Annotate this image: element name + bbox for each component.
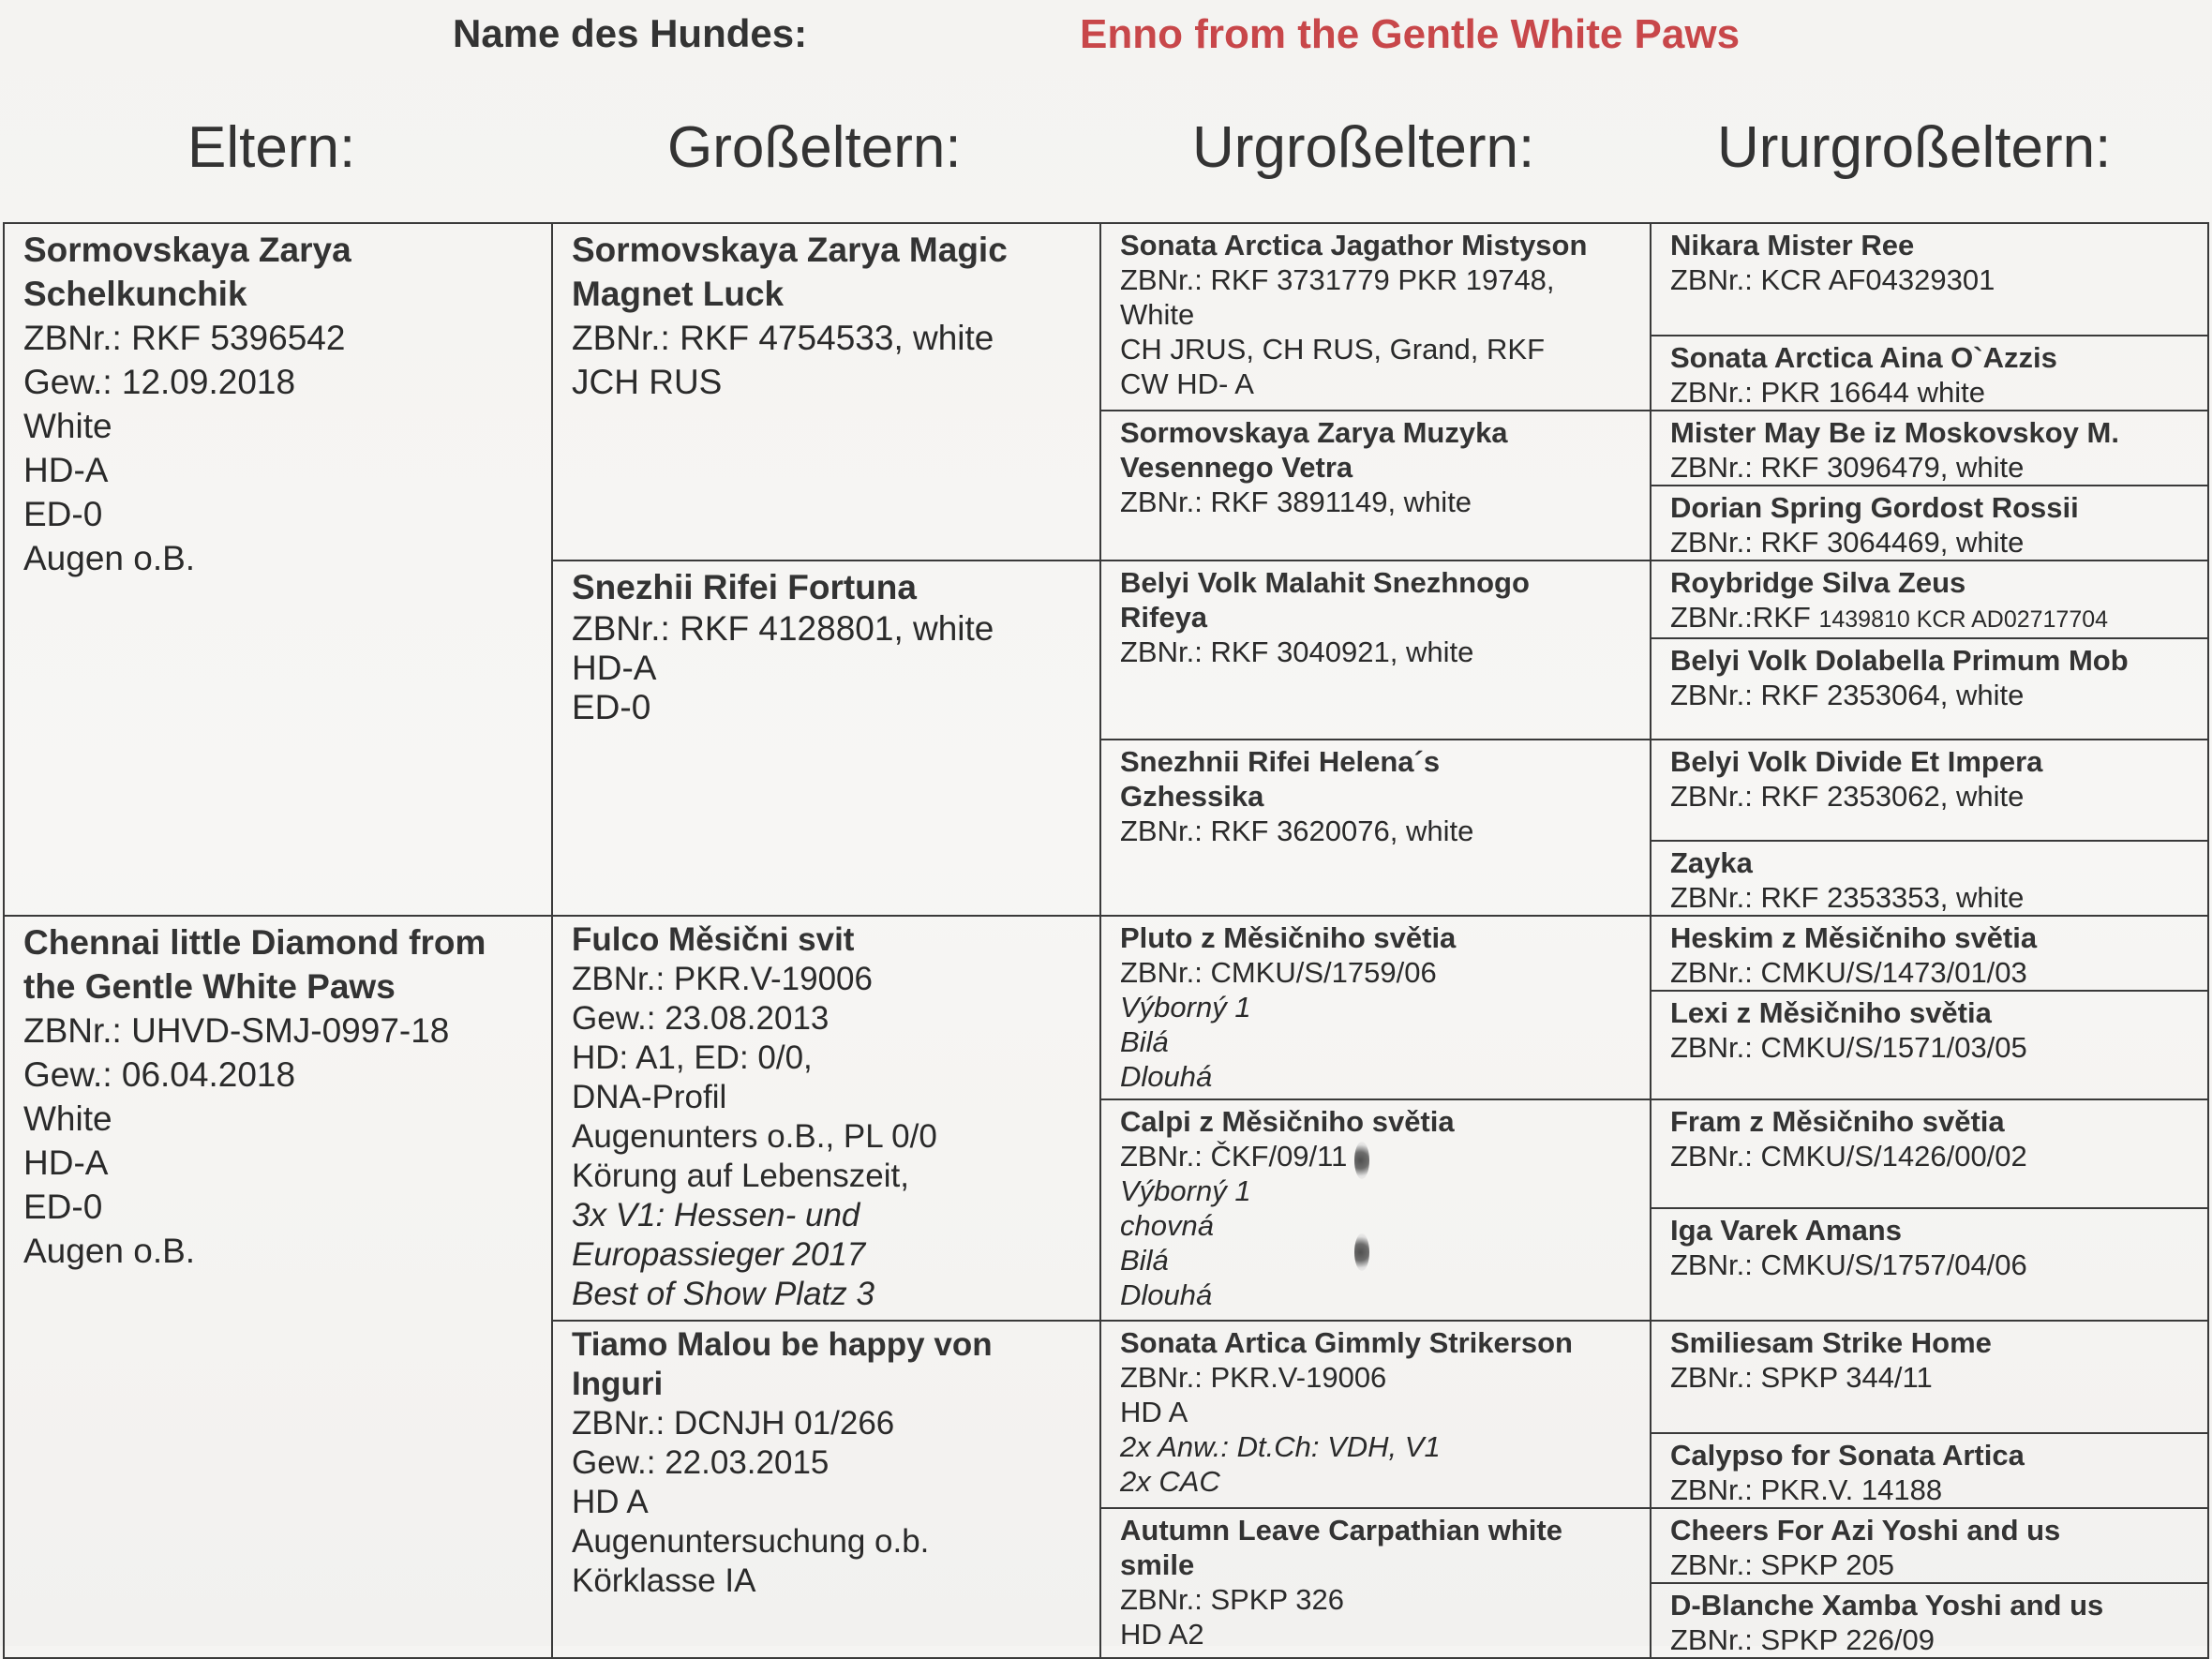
great-grandparent-mmm-hd: HD A2 [1120, 1618, 1204, 1651]
great-grandparent-ffm-name-2: Vesennego Vetra [1120, 451, 1353, 484]
great-grandparent-mmm-name-2: smile [1120, 1548, 1195, 1581]
grandparent-mf-award-2: Europassieger 2017 [572, 1236, 866, 1273]
grandparent-mm-eyes: Augenuntersuchung o.b. [572, 1523, 930, 1560]
great-grandparent-fmf-cell [1100, 560, 1651, 740]
great-grandparent-mfm-rating: Výborný 1 [1120, 1174, 1251, 1207]
great-grandparent-ffm-name: Sormovskaya Zarya Muzyka [1120, 416, 1508, 449]
grandparent-fm-hd: HD-A [572, 649, 657, 687]
great-grandparent-mmm-cell [1100, 1508, 1651, 1658]
gg-grandparent-5-cell [1651, 560, 2208, 638]
grandparent-mf-dna: DNA-Profil [572, 1079, 727, 1115]
gg-grandparent-13-zbnr: ZBNr.: SPKP 344/11 [1670, 1361, 1933, 1394]
gg-grandparent-16-zbnr: ZBNr.: SPKP 226/09 [1670, 1623, 1936, 1656]
grandparent-mf-hd-ed: HD: A1, ED: 0/0, [572, 1039, 813, 1076]
gg-grandparent-15-zbnr: ZBNr.: SPKP 205 [1670, 1548, 1894, 1581]
gg-grandparent-10-zbnr: ZBNr.: CMKU/S/1571/03/05 [1670, 1031, 2027, 1064]
father-eyes: Augen o.B. [23, 539, 196, 577]
grandparent-fm-ed: ED-0 [572, 688, 651, 726]
father-hd: HD-A [23, 451, 109, 489]
column-title-great-great-grandparents: Ururgroßeltern: [1717, 115, 2112, 180]
gg-grandparent-11-name: Fram z Měsičniho světia [1670, 1105, 2005, 1138]
great-grandparent-mmf-award-1: 2x Anw.: Dt.Ch: VDH, V1 [1120, 1430, 1441, 1463]
gg-grandparent-14-zbnr: ZBNr.: PKR.V. 14188 [1670, 1473, 1943, 1506]
gg-grandparent-2-name: Sonata Arctica Aina O`Azzis [1670, 341, 2057, 374]
great-grandparent-ffm-cell [1100, 411, 1651, 560]
gg-grandparent-9-name: Heskim z Měsičniho světia [1670, 921, 2038, 954]
great-grandparent-mmm-zbnr: ZBNr.: SPKP 326 [1120, 1583, 1344, 1616]
grandparent-fm-zbnr: ZBNr.: RKF 4128801, white [572, 609, 994, 648]
gg-grandparent-13-cell [1651, 1321, 2208, 1433]
punch-hole-mark [1354, 1142, 1369, 1179]
gg-grandparent-12-cell [1651, 1208, 2208, 1321]
gg-grandparent-4-name: Dorian Spring Gordost Rossii [1670, 491, 2079, 524]
great-grandparent-fmm-name-2: Gzhessika [1120, 780, 1264, 813]
mother-hd: HD-A [23, 1143, 109, 1182]
gg-grandparent-3-cell [1651, 411, 2208, 486]
father-cell [4, 223, 552, 916]
gg-grandparent-16-name: D-Blanche Xamba Yoshi and us [1670, 1589, 2104, 1622]
great-grandparent-mff-rating: Výborný 1 [1120, 991, 1251, 1024]
gg-grandparent-14-name: Calypso for Sonata Artica [1670, 1439, 2025, 1472]
gg-grandparent-6-zbnr: ZBNr.: RKF 2353064, white [1670, 679, 2025, 711]
mother-cell [4, 916, 552, 1658]
column-title-great-grandparents: Urgroßeltern: [1192, 115, 1535, 180]
gg-grandparent-3-zbnr: ZBNr.: RKF 3096479, white [1670, 451, 2025, 484]
father-color: White [23, 407, 112, 445]
mother-birthdate: Gew.: 06.04.2018 [23, 1055, 296, 1094]
gg-grandparent-7-name: Belyi Volk Divide Et Impera [1670, 745, 2043, 778]
grandparent-mf-cell [552, 916, 1100, 1321]
grandparent-fm-cell [552, 560, 1100, 916]
mother-name: Chennai little Diamond from the Gentle White Paws [23, 923, 486, 1006]
gg-grandparent-9-zbnr: ZBNr.: CMKU/S/1473/01/03 [1670, 956, 2027, 989]
dog-name-value: Enno from the Gentle White Paws [1080, 11, 1741, 57]
great-grandparent-mmf-hd: HD A [1120, 1396, 1188, 1428]
gg-grandparent-6-cell [1651, 638, 2208, 740]
grandparent-mm-cell [552, 1321, 1100, 1658]
gg-grandparent-16-cell [1651, 1583, 2208, 1658]
gg-grandparent-8-zbnr: ZBNr.: RKF 2353353, white [1670, 881, 2025, 914]
grandparent-mm-birthdate: Gew.: 22.03.2015 [572, 1444, 830, 1481]
great-grandparent-mfm-color: Bilá [1120, 1244, 1169, 1277]
gg-grandparent-5-zbnr-prefix: ZBNr.:RKF [1670, 601, 1811, 634]
great-grandparent-fff-color: White [1120, 298, 1195, 331]
gg-grandparent-7-cell [1651, 740, 2208, 841]
great-grandparent-fff-name: Sonata Arctica Jagathor Mistyson [1120, 229, 1588, 262]
gg-grandparent-1-cell [1651, 223, 2208, 336]
gg-grandparent-10-cell [1651, 991, 2208, 1099]
grandparent-fm-name: Snezhii Rifei Fortuna [572, 568, 917, 606]
grandparent-mf-eyes: Augenunters o.B., PL 0/0 [572, 1118, 937, 1155]
great-grandparent-fmm-zbnr: ZBNr.: RKF 3620076, white [1120, 815, 1474, 847]
punch-hole-mark [1354, 1233, 1369, 1271]
gg-grandparent-4-cell [1651, 486, 2208, 560]
gg-grandparent-12-name: Iga Varek Amans [1670, 1214, 1902, 1247]
gg-grandparent-9-cell [1651, 916, 2208, 991]
gg-grandparent-11-cell [1651, 1099, 2208, 1208]
great-grandparent-mmm-name: Autumn Leave Carpathian white [1120, 1514, 1562, 1547]
grandparent-ff-name: Sormovskaya Zarya Magic Magnet Luck [572, 231, 1008, 313]
great-grandparent-ffm-zbnr: ZBNr.: RKF 3891149, white [1120, 486, 1472, 518]
great-grandparent-mfm-zbnr: ZBNr.: ČKF/09/11 [1120, 1140, 1348, 1173]
mother-color: White [23, 1099, 112, 1138]
great-grandparent-mmf-zbnr: ZBNr.: PKR.V-19006 [1120, 1361, 1387, 1394]
gg-grandparent-13-name: Smiliesam Strike Home [1670, 1326, 1992, 1359]
grandparent-mm-zbnr: ZBNr.: DCNJH 01/266 [572, 1405, 895, 1442]
great-grandparent-fmf-name-2: Rifeya [1120, 601, 1208, 634]
great-grandparent-mff-coat: Dlouhá [1120, 1060, 1213, 1093]
gg-grandparent-5-zbnr [1670, 600, 2189, 637]
dog-name-label: Name des Hundes: [453, 11, 808, 55]
great-grandparent-fff-titles-2: CW HD- A [1120, 367, 1254, 400]
mother-eyes: Augen o.B. [23, 1232, 196, 1270]
dog-name-header [0, 11, 2212, 67]
gg-grandparent-12-zbnr: ZBNr.: CMKU/S/1757/04/06 [1670, 1248, 2027, 1281]
gg-grandparent-15-name: Cheers For Azi Yoshi and us [1670, 1514, 2061, 1547]
great-grandparent-mmf-award-2: 2x CAC [1120, 1465, 1220, 1498]
gg-grandparent-2-cell [1651, 336, 2208, 411]
great-grandparent-mfm-cell [1100, 1099, 1651, 1321]
mother-zbnr: ZBNr.: UHVD-SMJ-0997-18 [23, 1011, 450, 1050]
great-grandparent-mmf-cell [1100, 1321, 1651, 1508]
grandparent-mm-name: Tiamo Malou be happy von Inguri [572, 1326, 993, 1402]
father-ed: ED-0 [23, 495, 103, 533]
grandparent-ff-cell [552, 223, 1100, 560]
great-grandparent-mfm-name: Calpi z Měsičniho světia [1120, 1105, 1455, 1138]
father-name: Sormovskaya Zarya Schelkunchik [23, 231, 351, 313]
grandparent-mf-award-1: 3x V1: Hessen- und [572, 1197, 860, 1233]
great-grandparent-mff-zbnr: ZBNr.: CMKU/S/1759/06 [1120, 956, 1437, 989]
gg-grandparent-7-zbnr: ZBNr.: RKF 2353062, white [1670, 780, 2025, 813]
great-grandparent-fmm-name: Snezhnii Rifei Helena´s [1120, 745, 1441, 778]
gg-grandparent-4-zbnr: ZBNr.: RKF 3064469, white [1670, 526, 2025, 559]
grandparent-ff-title: JCH RUS [572, 363, 723, 401]
gg-grandparent-1-name: Nikara Mister Ree [1670, 229, 1915, 262]
gg-grandparent-14-cell [1651, 1433, 2208, 1508]
mother-ed: ED-0 [23, 1188, 103, 1226]
column-title-grandparents: Großeltern: [667, 115, 962, 180]
great-grandparent-fff-titles: CH JRUS, CH RUS, Grand, RKF [1120, 333, 1546, 366]
great-grandparent-mff-cell [1100, 916, 1651, 1099]
great-grandparent-fff-cell [1100, 223, 1651, 411]
great-grandparent-mff-name: Pluto z Měsičniho světia [1120, 921, 1457, 954]
father-birthdate: Gew.: 12.09.2018 [23, 363, 296, 401]
grandparent-mf-award-3: Best of Show Platz 3 [572, 1276, 874, 1312]
column-title-parents: Eltern: [187, 115, 356, 180]
great-grandparent-mff-color: Bilá [1120, 1025, 1169, 1058]
grandparent-mf-koerung: Körung auf Lebenszeit, [572, 1158, 909, 1194]
gg-grandparent-15-cell [1651, 1508, 2208, 1583]
great-grandparent-fmm-cell [1100, 740, 1651, 916]
gg-grandparent-10-name: Lexi z Měsičniho světia [1670, 996, 1992, 1029]
great-grandparent-mmf-name: Sonata Artica Gimmly Strikerson [1120, 1326, 1573, 1359]
gg-grandparent-1-zbnr: ZBNr.: KCR AF04329301 [1670, 263, 1995, 296]
grandparent-mf-birthdate: Gew.: 23.08.2013 [572, 1000, 830, 1037]
great-grandparent-fff-zbnr: ZBNr.: RKF 3731779 PKR 19748, [1120, 263, 1555, 296]
grandparent-mf-name: Fulco Měsični svit [572, 921, 855, 958]
great-grandparent-mfm-breeding: chovná [1120, 1209, 1214, 1242]
great-grandparent-mfm-coat: Dlouhá [1120, 1278, 1213, 1311]
grandparent-ff-zbnr: ZBNr.: RKF 4754533, white [572, 319, 994, 357]
father-zbnr: ZBNr.: RKF 5396542 [23, 319, 346, 357]
gg-grandparent-2-zbnr: ZBNr.: PKR 16644 white [1670, 376, 1985, 409]
grandparent-mm-klasse: Körklasse IA [572, 1562, 756, 1599]
gg-grandparent-11-zbnr: ZBNr.: CMKU/S/1426/00/02 [1670, 1140, 2027, 1173]
gg-grandparent-5-zbnr-number: 1439810 KCR AD02717704 [1818, 606, 2109, 633]
great-grandparent-fmf-zbnr: ZBNr.: RKF 3040921, white [1120, 635, 1474, 668]
gg-grandparent-3-name: Mister May Be iz Moskovskoy M. [1670, 416, 2119, 449]
gg-grandparent-6-name: Belyi Volk Dolabella Primum Mob [1670, 644, 2129, 677]
grandparent-mf-zbnr: ZBNr.: PKR.V-19006 [572, 961, 873, 997]
gg-grandparent-5-name: Roybridge Silva Zeus [1670, 566, 1966, 599]
gg-grandparent-8-name: Zayka [1670, 846, 1753, 879]
great-grandparent-fmf-name: Belyi Volk Malahit Snezhnogo [1120, 566, 1530, 599]
pedigree-table [3, 222, 2209, 1659]
gg-grandparent-8-cell [1651, 841, 2208, 916]
grandparent-mm-hd: HD A [572, 1484, 649, 1520]
